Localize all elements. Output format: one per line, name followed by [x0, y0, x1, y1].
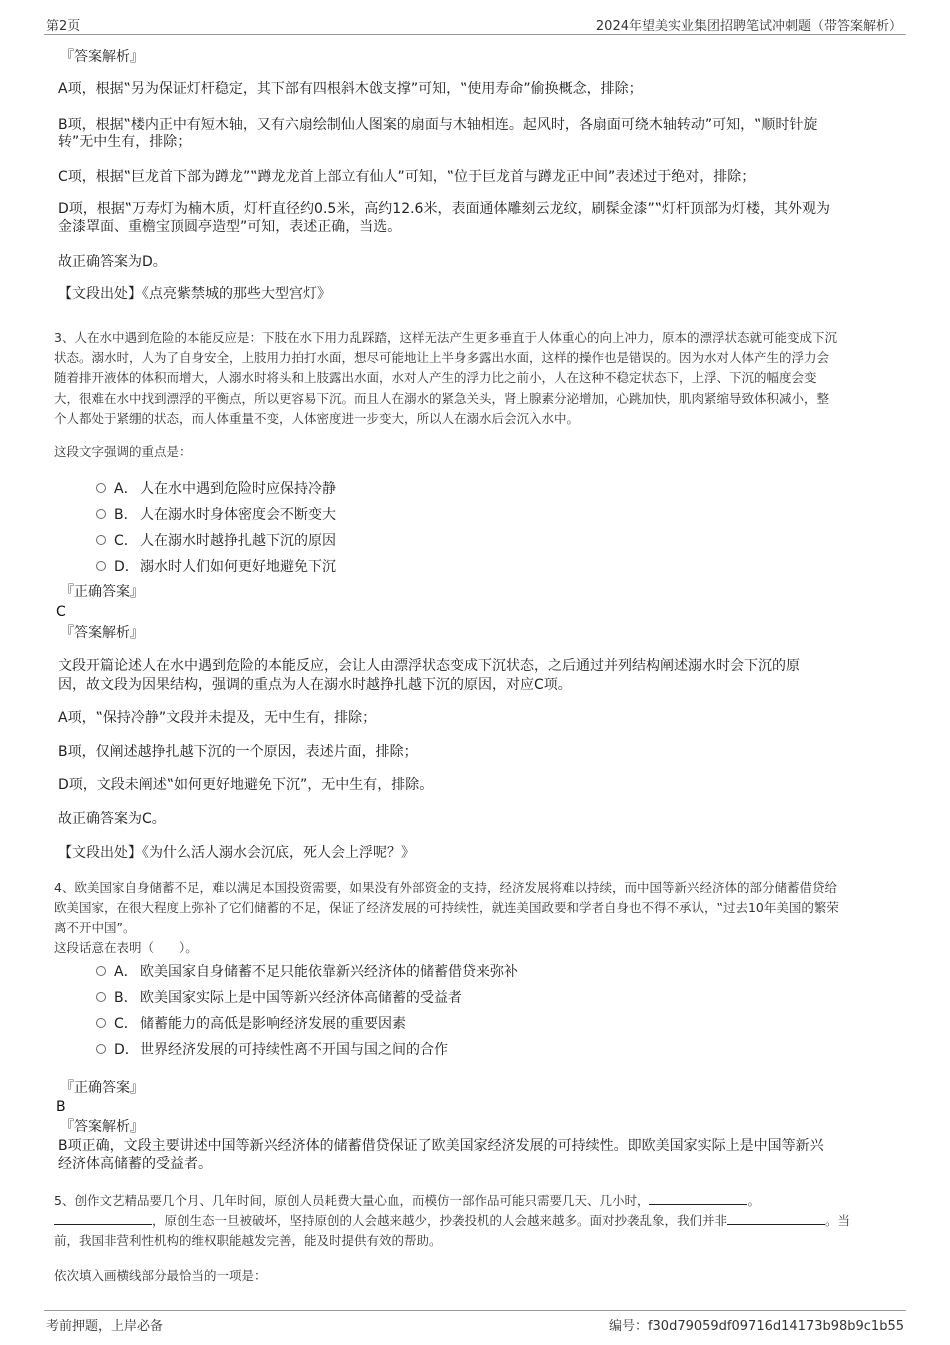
radio-icon[interactable] — [96, 561, 106, 571]
q4-stem-3: 离不开中国”。 — [54, 920, 136, 935]
radio-icon[interactable] — [96, 966, 106, 976]
radio-icon[interactable] — [96, 535, 106, 545]
q3-option-a[interactable]: A． 人在水中遇到危险时应保持冷静 — [96, 478, 336, 498]
q5-stem-2: ，原创生态一旦被破坏，坚持原创的人会越来越少，抄袭投机的人会越来越多。面对抄袭乱象，我们并非 。当 — [54, 1211, 896, 1230]
page-footer — [44, 1310, 906, 1335]
q4-answer-label: 『正确答案』 — [60, 1080, 144, 1096]
fill-blank-1[interactable] — [649, 1192, 747, 1205]
q2-analysis-a: A项，根据‟另为保证灯杆稳定，其下部有四根斜木戗支撑”可知，‟使用寿命”偷换概念，排除； — [58, 81, 643, 97]
q3-analysis-1b: 因，故文段为因果结构，强调的重点为人在溺水时越挣扎越下沉的原因，对应C项。 — [58, 677, 572, 693]
radio-icon[interactable] — [96, 1044, 106, 1054]
q5-stem-3: 前，我国非营利性机构的维权职能越发完善，能及时提供有效的帮助。 — [54, 1233, 442, 1248]
q2-analysis-c: C项，根据‟巨龙首下部为蹲龙”‟蹲龙龙首上部立有仙人”可知，‟位于巨龙首与蹲龙正中间”表述过于绝对，排除； — [58, 169, 756, 185]
fill-blank-3[interactable] — [727, 1212, 825, 1225]
page-header — [44, 12, 906, 35]
q3-analysis-b: B项，仅阐述越挣扎越下沉的一个原因，表述片面，排除； — [58, 744, 418, 760]
q5-prompt: 依次填入画横线部分最恰当的一项是： — [54, 1268, 267, 1283]
q2-source: 【文段出处】《点亮紫禁城的那些大型宫灯》 — [58, 286, 331, 302]
q4-option-a[interactable]: A． 欧美国家自身储蓄不足只能依靠新兴经济体的储蓄借贷来弥补 — [96, 961, 518, 981]
q2-conclusion: 故正确答案为D。 — [58, 254, 167, 270]
q5-stem-1: 5、创作文艺精品要几个月、几年时间，原创人员耗费大量心血，而模仿一部作品可能只需要几天、几小时， 。 — [54, 1193, 760, 1208]
q4-answer: B — [56, 1099, 66, 1115]
page-number: 第2页 — [46, 19, 81, 34]
q3-stem-2: 状态。溺水时，人为了自身安全，上肢用力拍打水面，想尽可能地让上半身多露出水面，这样的操作也是错误的。因为水对人体产生的浮力会 — [54, 350, 830, 365]
q2-analysis-b2: 转”无中生有，排除； — [58, 134, 192, 150]
q3-option-c[interactable]: C． 人在溺水时越挣扎越下沉的原因 — [96, 530, 336, 550]
radio-icon[interactable] — [96, 483, 106, 493]
q2-analysis-d1: D项，根据‟万寿灯为楠木质，灯杆直径约0.5米，高约12.6米，表面通体雕刻云龙纹，刷髹金漆”‟灯杆顶部为灯楼，其外观为 — [58, 201, 830, 217]
fill-blank-2[interactable] — [54, 1212, 152, 1225]
q4-analysis-label: 『答案解析』 — [60, 1119, 144, 1135]
q3-stem-1: 3、人在水中遇到危险的本能反应是：下肢在水下用力乱踩踏，这样无法产生更多垂直于人体重心的向上冲力，原本的漂浮状态就可能变成下沉 — [54, 330, 837, 345]
q4-analysis-1b: 经济体高储蓄的受益者。 — [58, 1156, 212, 1172]
q4-analysis-1a: B项正确，文段主要讲述中国等新兴经济体的储蓄借贷保证了欧美国家经济发展的可持续性。即欧美国家实际上是中国等新兴 — [58, 1138, 824, 1154]
q3-option-b[interactable]: B． 人在溺水时身体密度会不断变大 — [96, 504, 336, 524]
q2-analysis-d2: 金漆罩面、重檐宝顶圆亭造型”可知，表述正确，当选。 — [58, 219, 402, 235]
q3-conclusion: 故正确答案为C。 — [58, 811, 166, 827]
document-title: 2024年望美实业集团招聘笔试冲刺题（带答案解析） — [595, 19, 902, 34]
q2-analysis-label: 『答案解析』 — [60, 49, 144, 65]
radio-icon[interactable] — [96, 509, 106, 519]
q3-option-d[interactable]: D．溺水时人们如何更好地避免下沉 — [96, 556, 336, 576]
q3-stem-5: 个人都处于紧绷的状态，而人体重量不变，人体密度进一步变大，所以人在溺水后会沉入水中。 — [54, 411, 580, 426]
q3-prompt: 这段文字强调的重点是： — [54, 444, 192, 459]
q3-stem-3: 随着排开液体的体积而增大，人溺水时将头和上肢露出水面，水对人产生的浮力比之前小，人在这种不稳定状态下，上浮、下沉的幅度会变 — [54, 370, 817, 385]
q3-analysis-d: D项，文段未阐述‟如何更好地避免下沉”，无中生有，排除。 — [58, 777, 434, 793]
radio-icon[interactable] — [96, 992, 106, 1002]
q3-analysis-1a: 文段开篇论述人在水中遇到危险的本能反应，会让人由漂浮状态变成下沉状态，之后通过并列结构阐述溺水时会下沉的原 — [58, 658, 800, 674]
q3-stem-4: 大，很难在水中找到漂浮的平衡点，所以更容易下沉。而且人在溺水的紧急关头，肾上腺素分泌增加，心跳加快，肌肉紧缩导致体积减小，整 — [54, 391, 830, 406]
q4-option-c[interactable]: C． 储蓄能力的高低是影响经济发展的重要因素 — [96, 1013, 406, 1033]
q3-analysis-label: 『答案解析』 — [60, 625, 144, 641]
q3-answer-label: 『正确答案』 — [60, 584, 144, 600]
q4-option-d[interactable]: D．世界经济发展的可持续性离不开国与国之间的合作 — [96, 1039, 448, 1059]
q2-analysis-b1: B项，根据‟楼内正中有短木轴，又有六扇绘制仙人图案的扇面与木轴相连。起风时，各扇面可绕木轴转动”可知，‟顺时针旋 — [58, 117, 818, 133]
q3-analysis-a: A项，‟保持冷静”文段并未提及，无中生有，排除； — [58, 710, 377, 726]
q4-option-b[interactable]: B． 欧美国家实际上是中国等新兴经济体高储蓄的受益者 — [96, 987, 462, 1007]
q4-prompt: 这段话意在表明（ ）。 — [54, 940, 198, 955]
q3-answer: C — [56, 604, 66, 620]
radio-icon[interactable] — [96, 1018, 106, 1028]
q3-source: 【文段出处】《为什么活人溺水会沉底，死人会上浮呢？》 — [58, 845, 415, 861]
q4-stem-2: 欧美国家，在很大程度上弥补了它们储蓄的不足，保证了经济发展的可持续性，就连美国政要和学者自身也不得不承认，‟过去10年美国的繁荣 — [54, 900, 839, 915]
footer-slogan: 考前押题，上岸必备 — [46, 1319, 164, 1334]
document-code: 编号：f30d79059df09716d14173b98b9c1b55 — [608, 1319, 904, 1334]
q4-stem-1: 4、欧美国家自身储蓄不足，难以满足本国投资需要，如果没有外部资金的支持，经济发展将难以持续，而中国等新兴经济体的部分储蓄借贷给 — [54, 880, 837, 895]
